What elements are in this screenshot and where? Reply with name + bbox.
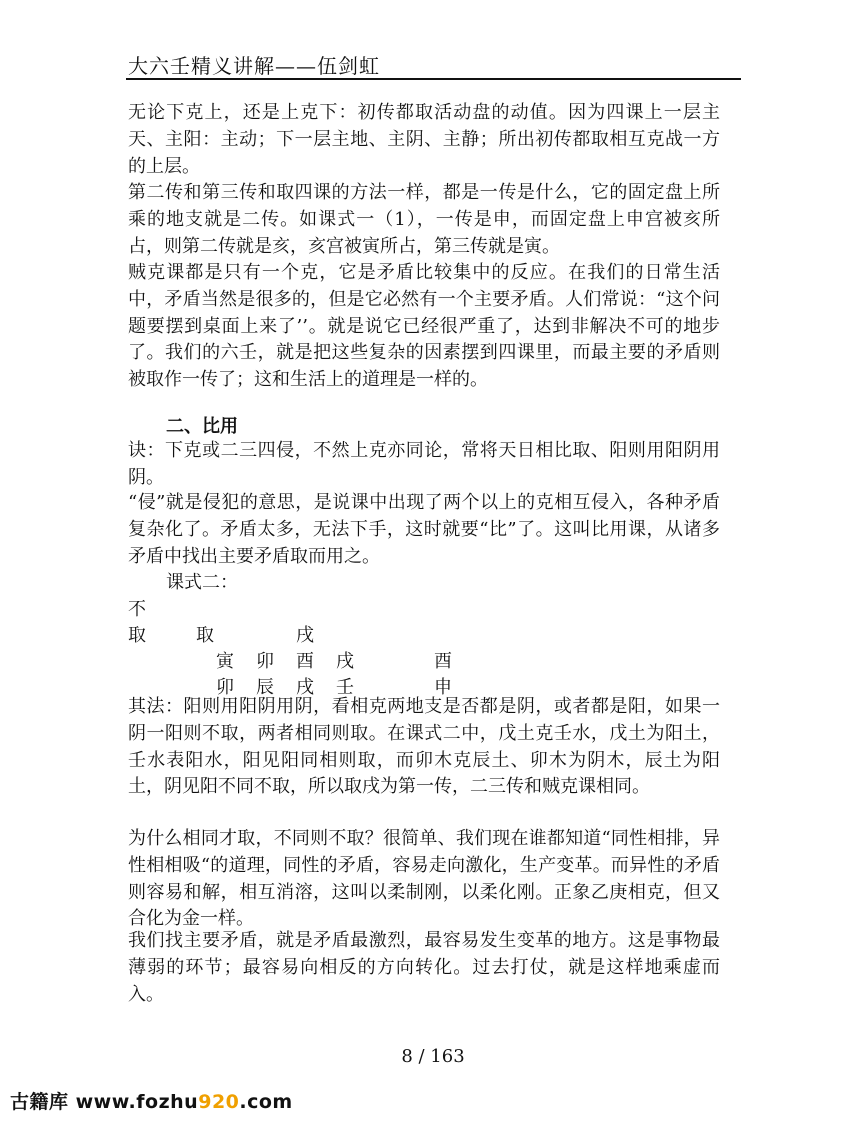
paragraph-why: 为什么相同才取，不同则不取？很简单、我们现在谁都知道“同性相排，异性相相吸“的道理，同性的矛盾，容易走向激化，生产变革。而异性的矛盾则容易和解，相互消溶，这叫以柔制刚，以柔化刚。正象乙庚相克，但又合化为金一样。 [128, 828, 720, 930]
example-row2-c1: 卯 [216, 677, 234, 698]
example-row2-c4: 壬 [336, 677, 354, 698]
example-title: 课式二： [166, 572, 238, 593]
paragraph-main-conflict: 我们找主要矛盾，就是矛盾最激烈，最容易发生变革的地方。这是事物最薄弱的环节；最容易向相反的方向转化。过去打仗，就是这样地乘虚而入。 [128, 930, 720, 1005]
example-row1-c3: 酉 [296, 651, 314, 672]
paragraph-method: 其法：阳则用阳阴用阴，看相克两地支是否都是阴，或者都是阳，如果一阴一阳则不取，两者相同则取。在课式二中，戊土克壬水，戊土为阳土，壬水表阳水，阳见阳同相则取，而卯木克辰土、卯木为阴木，辰土为阳土，阴见阳不同不取，所以取戌为第一传，二三传和贼克课相同。 [128, 696, 720, 798]
example-qu-2: 取 [196, 625, 214, 646]
paragraph-1: 无论下克上，还是上克下：初传都取活动盘的动值。因为四课上一层主天、主阳：主动；下一层主地、主阴、主静；所出初传都取相互克战一方的上层。 [128, 102, 720, 177]
header-title: 大六壬精义讲解——伍剑虹 [128, 54, 380, 78]
watermark-suffix: .com [239, 1091, 293, 1113]
example-row1-c4: 戌 [336, 651, 354, 672]
watermark-brand-number: 920 [198, 1091, 240, 1113]
watermark-brand: fozhu [136, 1091, 199, 1113]
example-row1-right: 酉 [434, 651, 452, 672]
example-row2-c2: 辰 [256, 677, 274, 698]
paragraph-3: 贼克课都是只有一个克，它是矛盾比较集中的反应。在我们的日常生活中，矛盾当然是很多的，但是它必然有一个主要矛盾。人们常说：“这个问题要摆到桌面上来了’’。就是说它已经很严重了，达到非解决不可的地步了。我们的六壬，就是把这些复杂的因素摆到四课里，而最主要的矛盾则被取作一传了；这和生活上的道理是一样的。 [128, 262, 720, 391]
example-qu-1: 取 [128, 625, 146, 646]
watermark-prefix: 古籍库 www. [10, 1091, 137, 1113]
header-rule [126, 78, 741, 80]
page-number: 8 / 163 [401, 1046, 465, 1067]
example-row1-c1: 寅 [216, 651, 234, 672]
example-xu: 戌 [296, 625, 314, 646]
paragraph-invasion: “侵”就是侵犯的意思，是说课中出现了两个以上的克相互侵入，各种矛盾复杂化了。矛盾太多，无法下手，这时就要“比”了。这叫比用课，从诸多矛盾中找出主要矛盾取而用之。 [128, 492, 720, 567]
example-row2-right: 申 [434, 677, 452, 698]
example-bu: 不 [128, 599, 146, 620]
paragraph-2: 第二传和第三传和取四课的方法一样，都是一传是什么，它的固定盘上所乘的地支就是二传。如课式一（1），一传是申，而固定盘上申宫被亥所占，则第二传就是亥，亥宫被寅所占，第三传就是寅。 [128, 182, 720, 257]
verse-paragraph: 诀：下克或二三四侵，不然上克亦同论，常将天日相比取、阳则用阳阴用阴。 [128, 440, 720, 488]
watermark [10, 1087, 293, 1114]
example-row2-c3: 戌 [296, 677, 314, 698]
section-heading: 二、比用 [166, 416, 238, 437]
example-row1-c2: 卯 [256, 651, 274, 672]
